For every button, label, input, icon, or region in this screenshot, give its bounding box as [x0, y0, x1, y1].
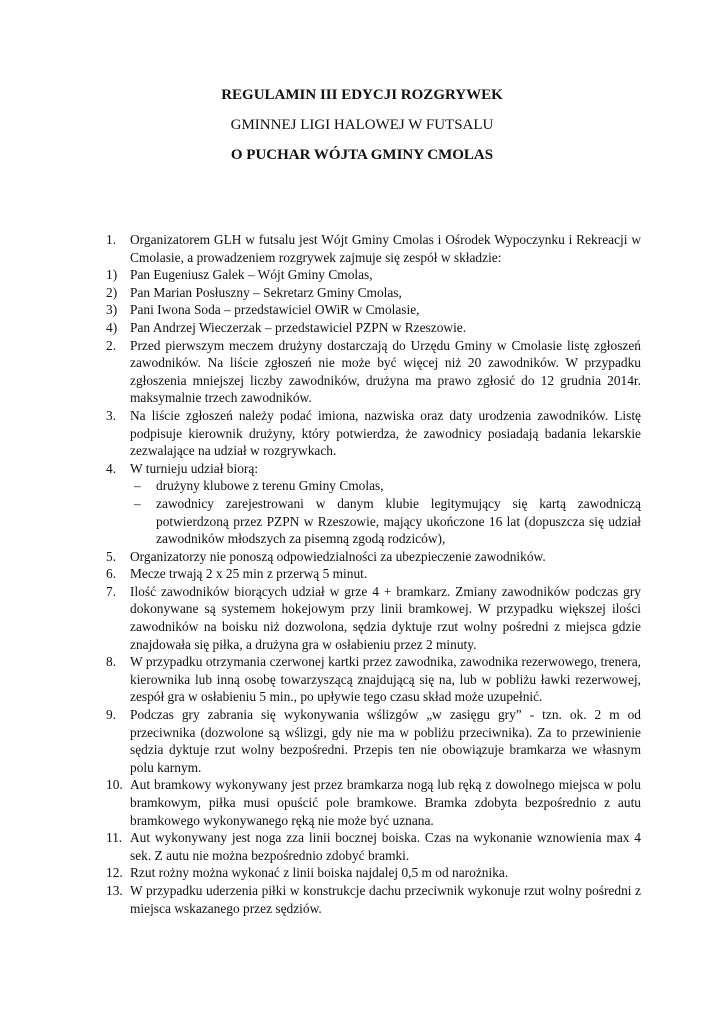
list-item: [106, 284, 641, 302]
item-text: W turnieju udział biorą:: [130, 460, 259, 476]
regulations-list: [106, 231, 641, 917]
list-item: [106, 319, 641, 337]
item-number: 9.: [106, 707, 117, 723]
list-item: [106, 829, 641, 864]
item-number: 3.: [106, 407, 117, 423]
item-number: 11.: [106, 830, 123, 846]
item-number: 4.: [106, 460, 117, 476]
item-text: Pan Marian Posłuszny – Sekretarz Gminy Cmolas,: [130, 284, 402, 300]
item-text: Aut bramkowy wykonywany jest przez bramkarza nogą lub ręką z dowolnego miejsca w polu bramkowym, piłka musi opuścić pole bramkowe. Bramka zdobyta bezpośrednio z autu bramkowego wykonywanego ręką nie może być uznana.: [130, 777, 641, 828]
item-text: Na liście zgłoszeń należy podać imiona, nazwiska oraz daty urodzenia zawodników. Listę podpisuje kierownik drużyny, który potwierdza, że zawodnicy posiadają badania lekarskie zezwalające na udział w rozgrywkach.: [130, 407, 641, 459]
item-text: W przypadku uderzenia piłki w konstrukcje dachu przeciwnik wykonuje rzut wolny pośredni z miejsca wskazanego przez sędziów.: [130, 882, 641, 916]
document-subtitle-bold: O PUCHAR WÓJTA GMINY CMOLAS: [230, 147, 494, 163]
item-number: 5.: [106, 548, 117, 564]
sub-list-item: [130, 495, 641, 548]
item-number: 2.: [106, 337, 117, 353]
item-number: 13.: [106, 882, 123, 898]
list-item: [106, 301, 641, 319]
list-item: [106, 706, 641, 776]
title-block: [0, 84, 724, 166]
list-item: [106, 407, 641, 460]
item-text: W przypadku otrzymania czerwonej kartki przez zawodnika, zawodnika rezerwowego, trenera, kierownika lub inną osobę towarzyszącą znajdującą się na, lub w pobliżu ławki rezerwowej, zespół gra w osłabieniu 5 min., po upływie tego czasu skład może uzupełnić.: [130, 654, 641, 705]
list-item: [106, 864, 641, 882]
dash-bullet: –: [134, 495, 141, 511]
list-item: [106, 231, 641, 266]
list-item: [106, 565, 641, 583]
item-text: Mecze trwają 2 x 25 min z przerwą 5 minut.: [130, 566, 368, 582]
item-number: 6.: [106, 566, 117, 582]
list-item: [106, 882, 641, 917]
item-text: Podczas gry zabrania się wykonywania wślizgów „w zasięgu gry” - tzn. ok. 2 m od przeciwnika (dozwolone są wślizgi, gdy nie ma w pobliżu przeciwnika). Za to przewinienie sędzia dyktuje rzut wolny bezpośredni. Przepis ten nie obowiązuje bramkarza we własnym polu karnym.: [130, 707, 641, 775]
sub-list-item: [130, 477, 641, 495]
list-item: [106, 548, 641, 566]
item-number: 7.: [106, 583, 117, 599]
item-text: Rzut rożny można wykonać z linii boiska najdalej 0,5 m od narożnika.: [130, 865, 509, 881]
list-item: [106, 776, 641, 829]
dash-bullet: –: [134, 478, 141, 494]
item-text: Przed pierwszym meczem drużyny dostarczają do Urzędu Gminy w Cmolasie listę zgłoszeń zawodników. Na liście zgłoszeń nie może być więcej niż 20 zawodników. W przypadku zgłoszenia mniejszej liczby zawodników, drużyna ma prawo zgłosić do 12 grudnia 2014r. maksymalnie trzech zawodników.: [130, 337, 641, 406]
item-text: Ilość zawodników biorących udział w grze 4 + bramkarz. Zmiany zawodników podczas gry dokonywane są systemem hokejowym przy linii bramkowej. W przypadku większej ilości zawodników na boisku niż dozwolona, sędzia dyktuje rzut wolny pośredni z miejsca gdzie znajdowała się piłka, a drużyna gra w osłabieniu przez 2 minuty.: [130, 583, 641, 652]
list-item: [106, 460, 641, 478]
list-item: [106, 266, 641, 284]
item-number: 12.: [106, 865, 123, 881]
item-number: 8.: [106, 654, 117, 670]
item-text: Organizatorzy nie ponoszą odpowiedzialności za ubezpieczenie zawodników.: [130, 548, 546, 564]
item-text: Pan Eugeniusz Galek – Wójt Gminy Cmolas,: [130, 267, 373, 283]
document-subtitle: GMINNEJ LIGI HALOWEJ W FUTSALU: [230, 117, 494, 133]
list-item: [106, 583, 641, 653]
item-number: 1.: [106, 232, 117, 247]
sub-item-text: zawodnicy zarejestrowani w danym klubie legitymujący się kartą zawodniczą potwierdzoną przez PZPN w Rzeszowie, mający ukończone 16 lat (dopuszcza się udział zawodników młodszych za pisemną zgodą rodziców),: [156, 495, 641, 547]
item-number: 10.: [106, 777, 123, 793]
item-number: 2): [106, 284, 118, 300]
item-number: 3): [106, 302, 118, 318]
item-text: Pan Andrzej Wieczerzak – przedstawiciel PZPN w Rzeszowie.: [130, 319, 467, 335]
item-text: Pani Iwona Soda – przedstawiciel OWiR w Cmolasie,: [130, 302, 420, 318]
item-text: Organizatorem GLH w futsalu jest Wójt Gminy Cmolas i Ośrodek Wypoczynku i Rekreacji w Cmolasie, a prowadzeniem rozgrywek zajmuje się zespół w składzie:: [130, 232, 641, 265]
item-number: 4): [106, 319, 118, 335]
sub-item-text: drużyny klubowe z terenu Gminy Cmolas,: [156, 478, 384, 494]
list-item: [106, 337, 641, 407]
list-item: [106, 653, 641, 706]
document-title: REGULAMIN III EDYCJI ROZGRYWEK: [221, 87, 503, 103]
item-text: Aut wykonywany jest noga zza linii bocznej boiska. Czas na wykonanie wznowienia max 4 sek. Z autu nie można bezpośrednio zdobyć bramki.: [130, 830, 641, 863]
item-number: 1): [106, 267, 118, 283]
